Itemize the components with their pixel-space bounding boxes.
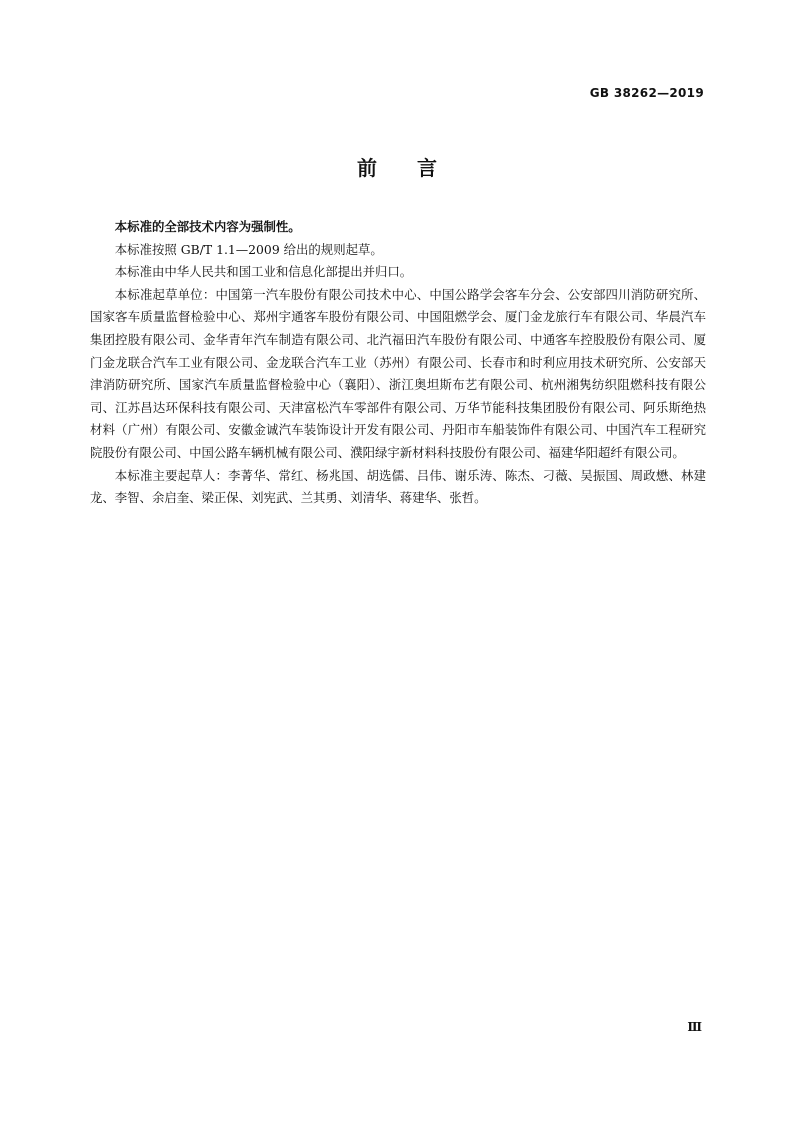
paragraph-drafting-units: 本标准起草单位：中国第一汽车股份有限公司技术中心、中国公路学会客车分会、公安部四川消防研究所、国家客车质量监督检验中心、郑州宇通客车股份有限公司、中国阻燃学会、厦门金龙旅行车有限公司、华晨汽车集团控股有限公司、金华青年汽车制造有限公司、北汽福田汽车股份有限公司、中通客车控股股份有限公司、厦门金龙联合汽车工业有限公司、金龙联合汽车工业（苏州）有限公司、长春市和时利应用技术研究所、公安部天津消防研究所、国家汽车质量监督检验中心（襄阳）、浙江奥坦斯布艺有限公司、杭州湘隽纺织阻燃科技有限公司、江苏昌达环保科技有限公司、天津富松汽车零部件有限公司、万华节能科技集团股份有限公司、阿乐斯绝热材料（广州）有限公司、安徽金诚汽车装饰设计开发有限公司、丹阳市车船装饰件有限公司、中国汽车工程研究院股份有限公司、中国公路车辆机械有限公司、濮阳绿宇新材料科技股份有限公司、福建华阳超纤有限公司。 [90, 286, 706, 460]
paragraph-mandatory-notice: 本标准的全部技术内容为强制性。 [114, 219, 301, 234]
paragraph-drafting-rules: 本标准按照 GB/T 1.1—2009 给出的规则起草。 [114, 241, 383, 257]
paragraph-main-drafters: 本标准主要起草人：李菁华、常红、杨兆国、胡选儒、吕伟、谢乐涛、陈杰、刁薇、吴振国、周政懋、林建龙、李智、余启奎、梁正保、刘宪武、兰其勇、刘清华、蒋建华、张哲。 [90, 467, 706, 506]
document-code: GB 38262—2019 [589, 86, 704, 100]
document-body [90, 216, 706, 510]
page-number: Ⅲ [687, 1020, 702, 1034]
paragraph-proposer: 本标准由中华人民共和国工业和信息化部提出并归口。 [114, 264, 413, 280]
page-title: 前言 [357, 156, 477, 180]
